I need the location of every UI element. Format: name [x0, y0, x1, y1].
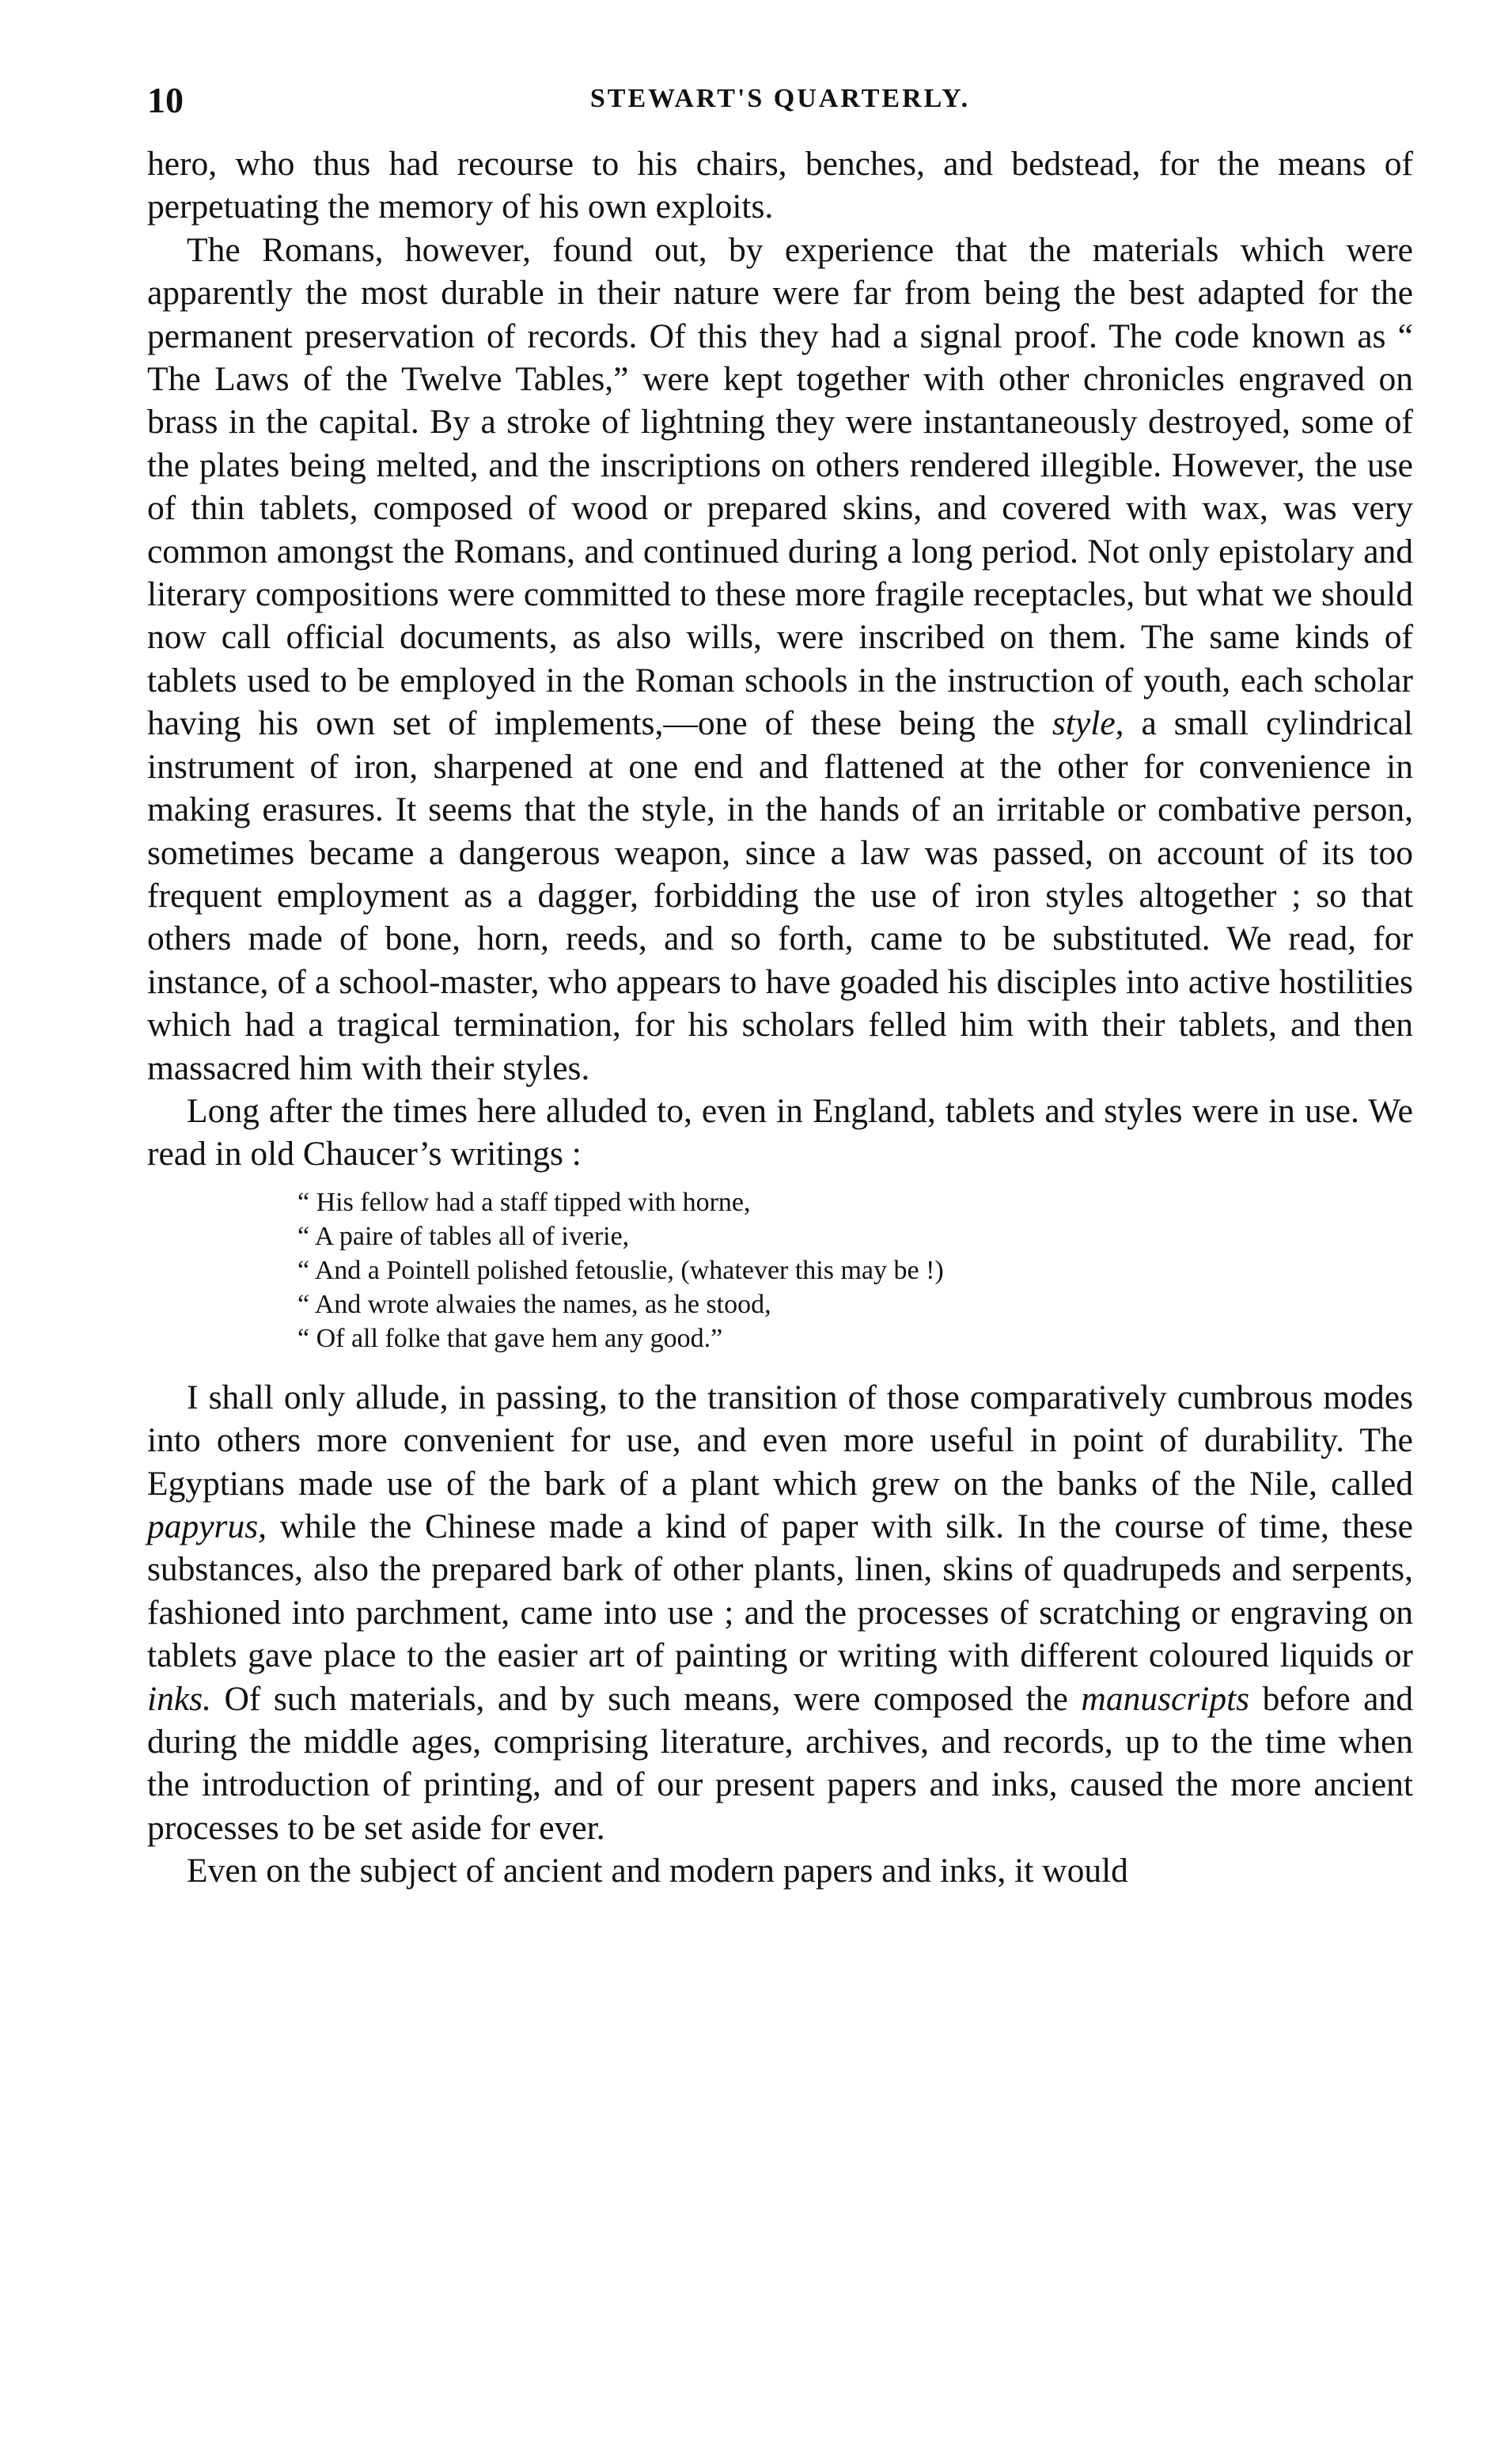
quote-line: “ Of all folke that gave hem any good.” — [297, 1323, 723, 1353]
running-title: STEWART'S QUARTERLY. — [589, 84, 971, 113]
paragraph-4-text-b: while the Chinese made a kind of paper with silk. In the course of time, these substances, also the prepared bark of other plants, linen, skins of quadrupeds and serpents, fashioned into parchment, came into use ; and the processes of scratching or engraving on tablets gave place to the easier art of painting or writing with different coloured liquids or — [147, 1507, 1413, 1675]
quote-line: “ And a Pointell polished fetouslie, (whatever this may be !) — [297, 1255, 944, 1285]
paragraph-5: Even on the subject of ancient and modern papers and inks, it would — [187, 1852, 1128, 1890]
italic-word-inks: inks. — [147, 1679, 211, 1718]
quote-line: “ And wrote alwaies the names, as he stood, — [297, 1289, 771, 1319]
quote-line: “ His fellow had a staff tipped with horne, — [297, 1187, 751, 1217]
paragraph-4-text-a: I shall only allude, in passing, to the transition of those comparatively cumbrous modes into others more convenient for use, and even more useful in point of durability. The Egyptians made use of the bark of a plant which grew on the banks of the Nile, called — [147, 1378, 1413, 1503]
paragraph-4-text-c: Of such materials, and by such means, were composed the — [210, 1679, 1082, 1718]
italic-word-papyrus: papyrus, — [147, 1507, 267, 1545]
paragraph-4-text-d: before and during the middle ages, comprising literature, archives, and records, up to the time when the introduction of printing, and of our present papers and inks, caused the more ancient processes to be set aside for ever. — [147, 1679, 1413, 1847]
running-head — [147, 79, 1413, 127]
paragraph-3: Long after the times here alluded to, even in England, tablets and styles were in use. We read in old Chaucer’s writings : — [147, 1091, 1413, 1174]
italic-word-style: style, — [1052, 704, 1124, 743]
paragraph-2-text-a: The Romans, however, found out, by experience that the materials which were apparently the most durable in their nature were far from being the best adapted for the permanent preservation of records. Of this they had a signal proof. The code known as “ The Laws of the Twelve Tables,” were kept together with other chronicles engraved on brass in the capital. By a stroke of lightning they were instantaneously destroyed, some of the plates being melted, and the inscriptions on others rendered illegible. However, the use of thin tablets, composed of wood or prepared skins, and covered with wax, was very common amongst the Romans, and continued during a long period. Not only epistolary and literary compositions were committed to these more fragile receptacles, but what we should now call official documents, as also wills, were inscribed on them. The same kinds of tablets used to be employed in the Roman schools in the instruction of youth, each scholar having his own set of implements,—one of these being the — [147, 230, 1413, 743]
italic-word-manuscripts: manuscripts — [1081, 1679, 1250, 1718]
page-number: 10 — [147, 80, 184, 120]
book-page — [147, 79, 1413, 1893]
paragraph-2 — [147, 229, 1413, 1090]
chaucer-quotation — [297, 1185, 1413, 1355]
paragraph-1: hero, who thus had recourse to his chairs, benches, and bedstead, for the means of perpetuating the memory of his own exploits. — [147, 145, 1413, 226]
quote-line: “ A paire of tables all of iverie, — [297, 1221, 630, 1251]
paragraph-2-text-b: a small cylindrical instrument of iron, sharpened at one end and flattened at the other for convenience in making erasures. It seems that the style, in the hands of an irritable or combative person, sometimes became a dangerous weapon, since a law was passed, on account of its too frequent employment as a dagger, forbidding the use of iron styles altogether ; so that others made of bone, horn, reeds, and so forth, came to be substituted. We read, for instance, of a school-master, who appears to have goaded his disciples into active hostilities which had a tragical termination, for his scholars felled him with their tablets, and then massacred him with their styles. — [147, 704, 1413, 1087]
paragraph-4 — [147, 1376, 1413, 1849]
